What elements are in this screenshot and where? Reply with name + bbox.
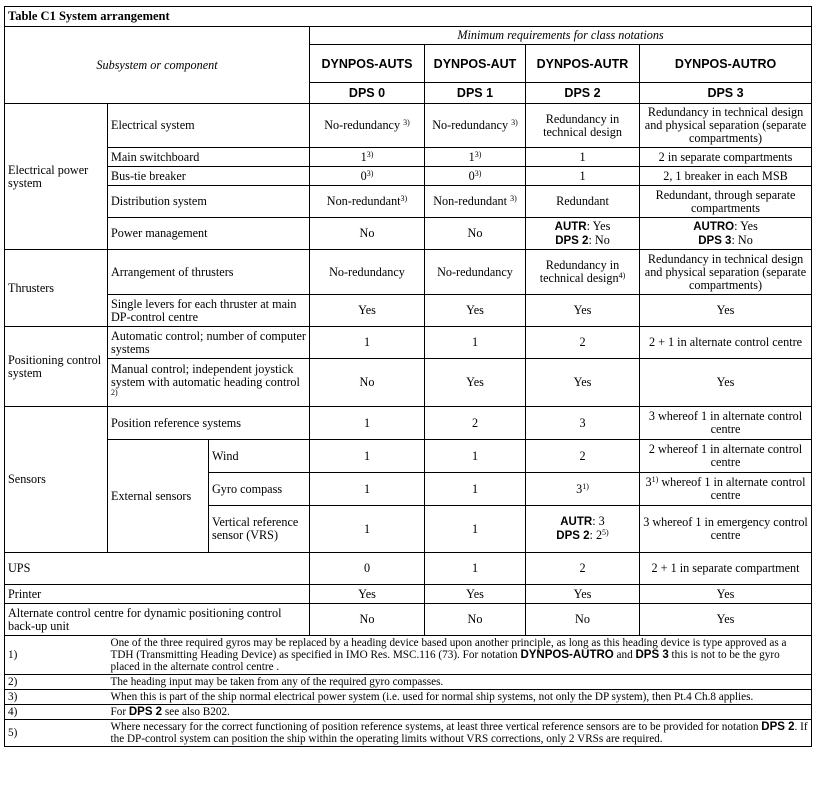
table-row	[5, 104, 812, 148]
table-row	[5, 327, 812, 359]
cell-autr: 3	[526, 407, 640, 440]
row-label: Wind	[209, 440, 310, 473]
cell-autro: Yes	[640, 295, 812, 327]
table-row	[5, 7, 812, 27]
cell-auts: 1	[310, 506, 425, 553]
row-label: Single levers for each thruster at main DP-control centre	[108, 295, 310, 327]
footnote-number: 3)	[5, 690, 108, 705]
row-label: Arrangement of thrusters	[108, 250, 310, 295]
cell-auts: 1	[310, 407, 425, 440]
row-label: Manual control; independent joystick system with automatic heading control $^{2)}$	[108, 359, 310, 407]
footnote-text: For DPS 2 see also B202.	[108, 705, 812, 720]
footnote-text: When this is part of the ship normal electrical power system (i.e. used for normal ship systems, not only the DP system), then Pt.4 Ch.8 applies.	[108, 690, 812, 705]
row-label: Automatic control; number of computer systems	[108, 327, 310, 359]
footnote-number: 5)	[5, 720, 108, 747]
table-row	[5, 604, 812, 636]
table-row	[5, 218, 812, 250]
cell-autro: 3 whereof 1 in alternate control centre	[640, 407, 812, 440]
footnote-row	[5, 636, 812, 675]
row-label: Bus-tie breaker	[108, 167, 310, 186]
table-row	[5, 295, 812, 327]
footnote-row	[5, 720, 812, 747]
cell-aut: Yes	[425, 585, 526, 604]
cell-autro: Yes	[640, 604, 812, 636]
cell-auts: Non-redundant$^{3)}$	[310, 186, 425, 218]
row-label: Distribution system	[108, 186, 310, 218]
table-row	[5, 407, 812, 440]
cell-aut: Non-redundant $^{3)}$	[425, 186, 526, 218]
group-external-sensors: External sensors	[108, 440, 209, 553]
cell-aut: 0$^{3)}$	[425, 167, 526, 186]
cell-auts: 1	[310, 327, 425, 359]
footnote-number: 2)	[5, 675, 108, 690]
group-thrusters: Thrusters	[5, 250, 108, 327]
cell-autro: Yes	[640, 585, 812, 604]
cell-autro: 2 + 1 in separate compartment	[640, 553, 812, 585]
cell-autr: Redundancy in technical design	[526, 104, 640, 148]
footnote-row	[5, 675, 812, 690]
system-arrangement-page	[4, 6, 811, 747]
cell-autr: No	[526, 604, 640, 636]
cell-auts: Yes	[310, 295, 425, 327]
notation-header-auts: DYNPOS-AUTS	[310, 45, 425, 83]
cell-autr: 1	[526, 148, 640, 167]
cell-autr: 2	[526, 553, 640, 585]
row-label: Position reference systems	[108, 407, 310, 440]
footnote-number: 4)	[5, 705, 108, 720]
cell-auts: No	[310, 359, 425, 407]
cell-auts: 1	[310, 473, 425, 506]
cell-aut: 1$^{3)}$	[425, 148, 526, 167]
table-row	[5, 250, 812, 295]
cell-autr: 3$^{1)}$	[526, 473, 640, 506]
row-label: Gyro compass	[209, 473, 310, 506]
cell-aut: Yes	[425, 359, 526, 407]
row-label: Power management	[108, 218, 310, 250]
cell-aut: 2	[425, 407, 526, 440]
table-row	[5, 440, 812, 473]
cell-auts: 1	[310, 440, 425, 473]
cell-autro: 2, 1 breaker in each MSB	[640, 167, 812, 186]
cell-auts: 0$^{3)}$	[310, 167, 425, 186]
cell-autro: 2 + 1 in alternate control centre	[640, 327, 812, 359]
cell-autr: 2	[526, 327, 640, 359]
cell-aut: Yes	[425, 295, 526, 327]
footnote-text: One of the three required gyros may be replaced by a heading device based upon another principle, as long as this heading device is type approved as a TDH (Transmitting Heading Device) as specified in IMO Res. MSC.116 (73). For notation DYNPOS-AUTRO and DPS 3 this is not to be the gyro placed in the alternate control centre .	[108, 636, 812, 675]
table-row	[5, 186, 812, 218]
cell-auts: Yes	[310, 585, 425, 604]
cell-aut: 1	[425, 473, 526, 506]
cell-autro: 2 in separate compartments	[640, 148, 812, 167]
group-electrical-power: Electrical power system	[5, 104, 108, 250]
cell-auts: 0	[310, 553, 425, 585]
dps-header-1: DPS 1	[425, 83, 526, 104]
cell-autr: Yes	[526, 585, 640, 604]
cell-autro: 2 whereof 1 in alternate control centre	[640, 440, 812, 473]
group-positioning-control: Positioning control system	[5, 327, 108, 407]
cell-aut: No-redundancy	[425, 250, 526, 295]
cell-autro: Yes	[640, 359, 812, 407]
table-row	[5, 585, 812, 604]
cell-autro: Redundant, through separate compartments	[640, 186, 812, 218]
cell-autro: Redundancy in technical design and physical separation (separate compartments)	[640, 250, 812, 295]
footnote-row	[5, 690, 812, 705]
min-requirements-header: Minimum requirements for class notations	[310, 27, 812, 45]
dps-header-2: DPS 2	[526, 83, 640, 104]
cell-aut: No-redundancy $^{3)}$	[425, 104, 526, 148]
dps-header-0: DPS 0	[310, 83, 425, 104]
row-label: Main switchboard	[108, 148, 310, 167]
cell-aut: 1	[425, 327, 526, 359]
cell-autr: Yes	[526, 295, 640, 327]
cell-autr: 2	[526, 440, 640, 473]
system-arrangement-table	[4, 6, 812, 747]
cell-autr: Redundancy in technical design$^{4)}$	[526, 250, 640, 295]
cell-aut: 1	[425, 506, 526, 553]
group-sensors: Sensors	[5, 407, 108, 553]
row-label: Vertical reference sensor (VRS)	[209, 506, 310, 553]
cell-aut: 1	[425, 440, 526, 473]
cell-auts: No-redundancy $^{3)}$	[310, 104, 425, 148]
cell-autro: Redundancy in technical design and physical separation (separate compartments)	[640, 104, 812, 148]
cell-autro: 3 whereof 1 in emergency control centre	[640, 506, 812, 553]
table-row	[5, 148, 812, 167]
table-row	[5, 359, 812, 407]
cell-autr: Redundant	[526, 186, 640, 218]
group-printer: Printer	[5, 585, 310, 604]
row-label: Electrical system	[108, 104, 310, 148]
cell-aut: 1	[425, 553, 526, 585]
group-alternate-control: Alternate control centre for dynamic positioning control back-up unit	[5, 604, 310, 636]
group-ups: UPS	[5, 553, 310, 585]
cell-auts: No	[310, 218, 425, 250]
notation-header-autr: DYNPOS-AUTR	[526, 45, 640, 83]
cell-auts: No-redundancy	[310, 250, 425, 295]
dps-header-3: DPS 3	[640, 83, 812, 104]
notation-header-aut: DYNPOS-AUT	[425, 45, 526, 83]
table-row	[5, 27, 812, 45]
footnote-number: 1)	[5, 636, 108, 675]
cell-autr: Yes	[526, 359, 640, 407]
cell-aut: No	[425, 218, 526, 250]
cell-autr: AUTR: 3 DPS 2: 2$^{5)}$	[526, 506, 640, 553]
cell-auts: No	[310, 604, 425, 636]
table-row	[5, 167, 812, 186]
table-row	[5, 553, 812, 585]
footnote-text: Where necessary for the correct functioning of position reference systems, at least three vertical reference sensors are to be provided for notation DPS 2. If the DP-control system can position the ship within the operating limits without VRS corrections, only 2 VRSs are required.	[108, 720, 812, 747]
cell-autro: 3$^{1)}$ whereof 1 in alternate control centre	[640, 473, 812, 506]
cell-auts: 1$^{3)}$	[310, 148, 425, 167]
cell-aut: No	[425, 604, 526, 636]
subsystem-header: Subsystem or component	[5, 27, 310, 104]
footnote-row	[5, 705, 812, 720]
table-title: Table C1 System arrangement	[5, 7, 812, 27]
cell-autr: 1	[526, 167, 640, 186]
notation-header-autro: DYNPOS-AUTRO	[640, 45, 812, 83]
cell-autro: AUTRO: Yes DPS 3: No	[640, 218, 812, 250]
footnote-text: The heading input may be taken from any of the required gyro compasses.	[108, 675, 812, 690]
cell-autr: AUTR: Yes DPS 2: No	[526, 218, 640, 250]
